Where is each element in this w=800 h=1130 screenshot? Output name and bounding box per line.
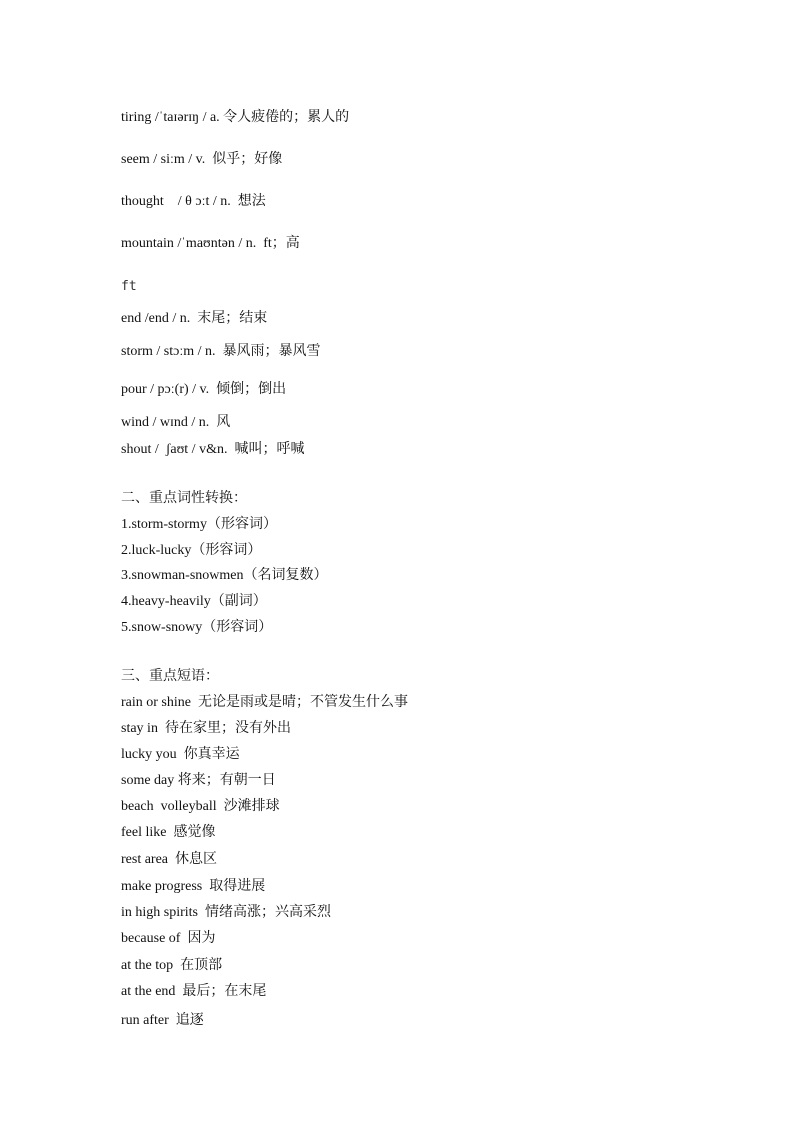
vocab-entry-pour: pour / pɔː(r) / v. 倾倒；倒出: [121, 382, 287, 397]
vocab-entry-end: end /end / n. 末尾；结束: [121, 311, 268, 326]
phrase-item: make progress 取得进展: [121, 879, 266, 894]
phrase-item: at the end 最后；在末尾: [121, 984, 267, 999]
phrase-item: beach volleyball 沙滩排球: [121, 799, 280, 814]
word-form-item: 2.luck-lucky（形容词）: [121, 543, 262, 558]
phrase-item: feel like 感觉像: [121, 825, 216, 840]
vocab-entry-shout: shout / ʃaʊt / v&n. 喊叫；呼喊: [121, 442, 305, 457]
vocab-entry-seem: seem / siːm / v. 似乎；好像: [121, 152, 283, 167]
vocab-entry-wind: wind / wɪnd / n. 风: [121, 415, 231, 430]
word-form-item: 5.snow-snowy（形容词）: [121, 620, 273, 635]
word-form-item: 4.heavy-heavily（副词）: [121, 594, 267, 609]
phrase-item: at the top 在顶部: [121, 958, 223, 973]
vocab-entry-tiring: tiring /ˈtaɪərɪŋ / a. 令人疲倦的；累人的: [121, 110, 350, 125]
phrase-item: rest area 休息区: [121, 852, 218, 867]
phrase-item: lucky you 你真幸运: [121, 747, 240, 762]
word-form-item: 1.storm-stormy（形容词）: [121, 517, 277, 532]
section-heading-phrases: 三、重点短语：: [121, 669, 219, 684]
phrase-item: rain or shine 无论是雨或是晴；不管发生什么事: [121, 695, 408, 710]
section-heading-word-forms: 二、重点词性转换：: [121, 491, 247, 506]
vocab-entry-mountain: mountain /ˈmaʊntən / n. ft；高: [121, 236, 300, 251]
vocab-entry-storm: storm / stɔːm / n. 暴风雨；暴风雪: [121, 344, 321, 359]
word-form-item: 3.snowman-snowmen（名词复数）: [121, 568, 328, 583]
vocab-entry-continuation: ft: [121, 279, 137, 294]
phrase-item: some day 将来；有朝一日: [121, 773, 276, 788]
vocab-entry-thought: thought / θ ɔːt / n. 想法: [121, 194, 266, 209]
phrase-item: stay in 待在家里；没有外出: [121, 721, 291, 736]
phrase-item: because of 因为: [121, 931, 216, 946]
phrase-item: in high spirits 情绪高涨；兴高采烈: [121, 905, 332, 920]
phrase-item: run after 追逐: [121, 1013, 204, 1028]
